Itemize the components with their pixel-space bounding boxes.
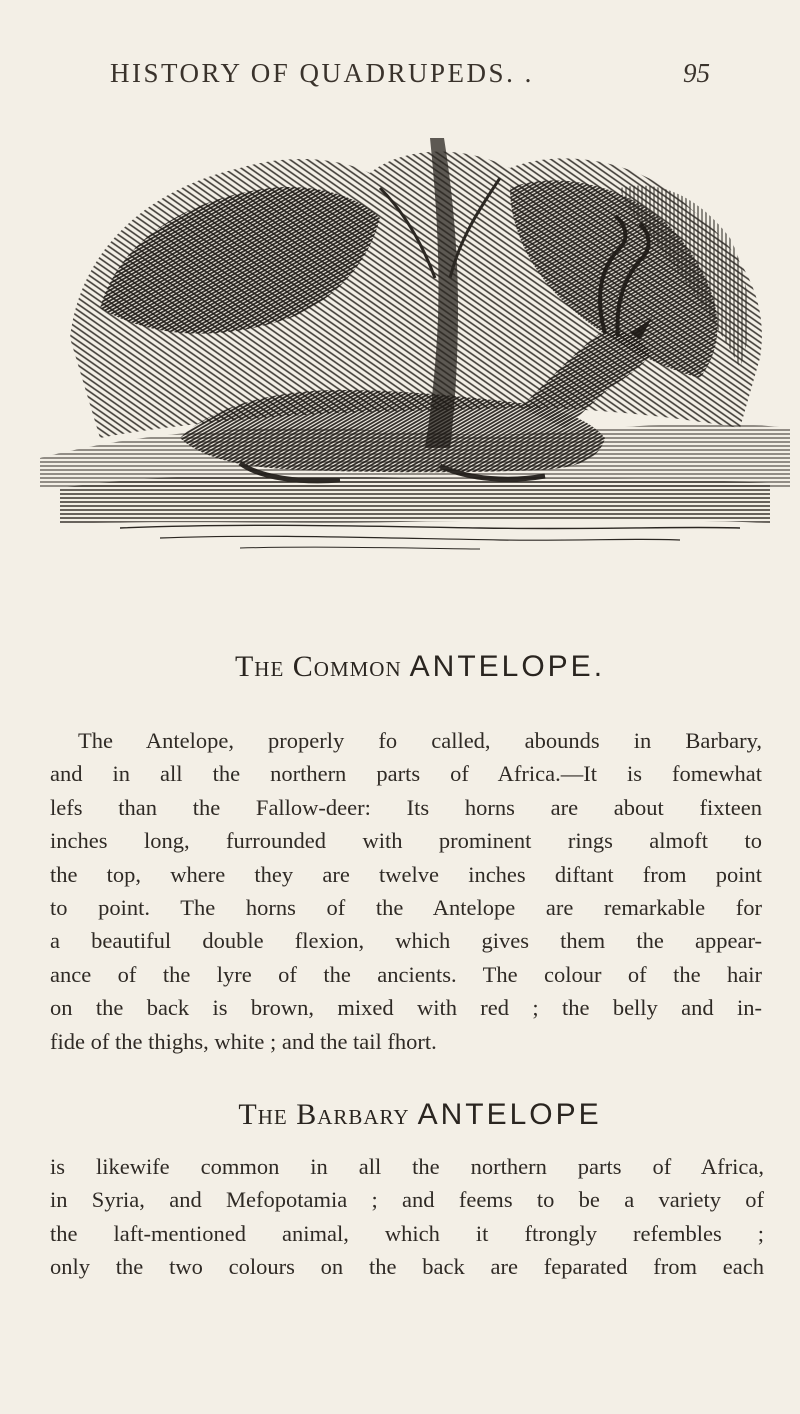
running-head <box>110 58 710 89</box>
page-number: 95 <box>683 58 710 88</box>
antelope-engraving-icon <box>40 128 790 618</box>
text-line: and in all the northern parts of Africa.—It is fomewhat <box>50 761 762 787</box>
text-line: only the two colours on the back are feparated from each <box>50 1254 764 1280</box>
heading-caps: ANTELOPE <box>417 1098 602 1131</box>
text-line: in Syria, and Mefopotamia ; and feems to be a variety of <box>50 1187 764 1213</box>
text-line: the laft-mentioned animal, which it ftrongly refembles ; <box>50 1220 764 1246</box>
text-line: a beautiful double flexion, which gives them the appear- <box>50 928 762 954</box>
text-line: to point. The horns of the Antelope are remarkable for <box>50 895 762 921</box>
text-line: is likewife common in all the northern parts of Africa, <box>50 1154 764 1179</box>
text-line: The Antelope, properly fo called, abounds in Barbary, <box>78 728 762 753</box>
section-heading-common-antelope <box>20 650 800 684</box>
text-line: on the back is brown, mixed with red ; the belly and in- <box>50 995 762 1021</box>
text-line: ance of the lyre of the ancients. The colour of the hair <box>50 961 762 987</box>
heading-small-caps: The Barbary <box>238 1098 410 1131</box>
heading-caps: ANTELOPE. <box>409 650 606 683</box>
running-head-title: HISTORY OF QUADRUPEDS. . <box>110 58 534 88</box>
heading-small-caps: The Common <box>234 650 402 683</box>
text-line: fide of the thighs, white ; and the tail fhort. <box>50 1028 437 1054</box>
text-line: the top, where they are twelve inches diftant from point <box>50 861 762 887</box>
section-heading-barbary-antelope <box>20 1098 800 1132</box>
paragraph-barbary-antelope <box>50 1150 764 1284</box>
text-line: lefs than the Fallow-deer: Its horns are about fixteen <box>50 794 762 820</box>
paragraph-common-antelope <box>50 724 762 1058</box>
text-line: inches long, furrounded with prominent rings almoft to <box>50 828 762 854</box>
